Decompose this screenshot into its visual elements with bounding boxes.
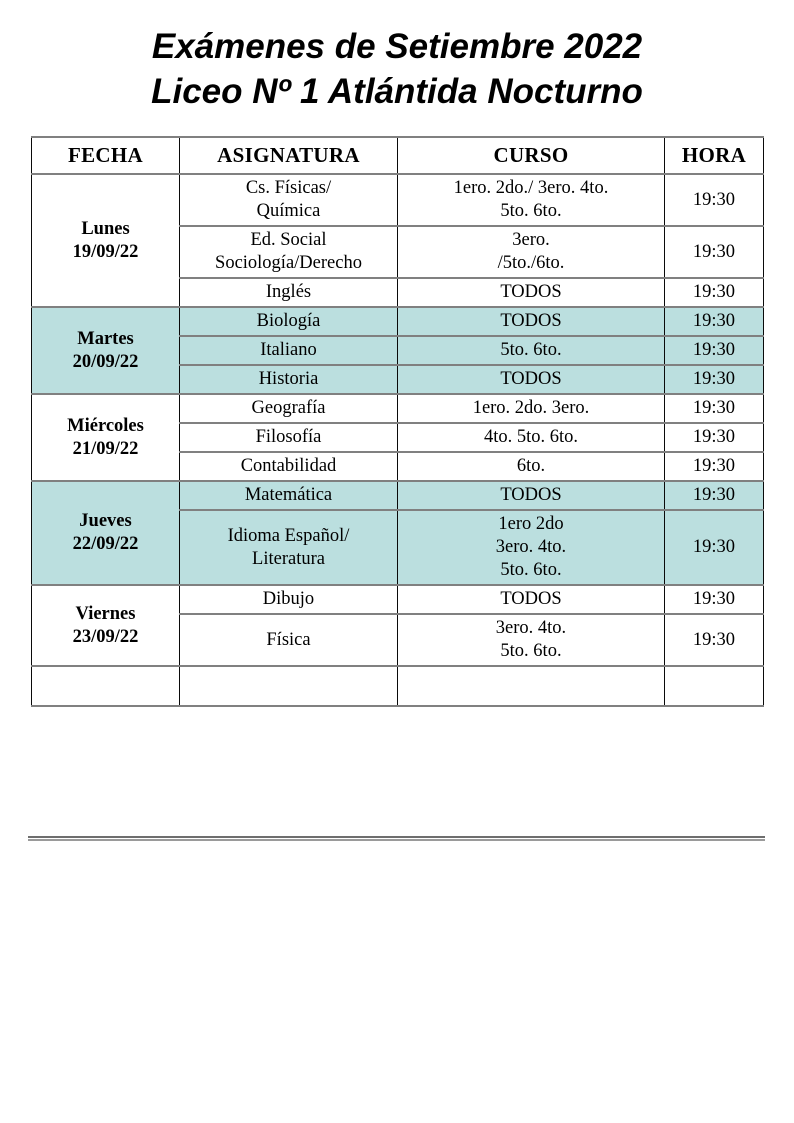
asignatura-cell-line: Biología bbox=[256, 311, 321, 331]
asignatura-cell bbox=[180, 226, 398, 278]
day-name: Martes bbox=[77, 328, 134, 349]
asignatura-cell-line: Sociología/Derecho bbox=[215, 253, 362, 273]
curso-cell bbox=[398, 307, 665, 336]
asignatura-cell-line: Filosofía bbox=[255, 427, 322, 447]
asignatura-cell-line: Italiano bbox=[260, 340, 317, 360]
day-date: 22/09/22 bbox=[72, 534, 139, 554]
table-header-row bbox=[32, 137, 764, 174]
asignatura-cell bbox=[180, 614, 398, 666]
asignatura-cell bbox=[180, 365, 398, 394]
hora-cell: 19:30 bbox=[665, 394, 764, 423]
curso-cell bbox=[398, 278, 665, 307]
asignatura-cell bbox=[180, 174, 398, 226]
curso-cell bbox=[398, 394, 665, 423]
table-row bbox=[32, 585, 764, 614]
day-date: 21/09/22 bbox=[72, 438, 139, 459]
curso-cell-line: TODOS bbox=[500, 589, 562, 609]
table-row bbox=[32, 307, 764, 336]
curso-cell-line: 3ero. 4to. bbox=[495, 537, 567, 557]
curso-cell-line: 6to. bbox=[516, 456, 546, 476]
curso-cell bbox=[398, 174, 665, 226]
asignatura-cell bbox=[180, 452, 398, 481]
asignatura-cell-line: Dibujo bbox=[262, 589, 315, 609]
asignatura-cell-line: Contabilidad bbox=[240, 456, 337, 476]
asignatura-cell bbox=[180, 394, 398, 423]
column-header-asignatura: ASIGNATURA bbox=[180, 137, 398, 174]
table-row bbox=[32, 174, 764, 226]
curso-cell-line: 5to. 6to. bbox=[500, 340, 562, 360]
asignatura-cell-line: Cs. Físicas/ bbox=[245, 178, 332, 198]
asignatura-cell-line: Ed. Social bbox=[250, 230, 327, 250]
day-name: Miércoles bbox=[67, 415, 144, 436]
curso-cell-line: /5to./6to. bbox=[497, 253, 565, 273]
bottom-divider bbox=[28, 836, 765, 842]
title-line-1: Exámenes de Setiembre 2022 bbox=[151, 27, 643, 66]
empty-fecha-cell bbox=[32, 666, 180, 706]
asignatura-cell bbox=[180, 481, 398, 510]
asignatura-cell-line: Inglés bbox=[265, 282, 312, 302]
curso-cell-line: 3ero. 4to. bbox=[495, 618, 567, 638]
curso-cell-line: 3ero. bbox=[512, 230, 550, 250]
day-name: Lunes bbox=[81, 218, 130, 239]
curso-cell bbox=[398, 226, 665, 278]
curso-cell-line: 5to. 6to. bbox=[500, 641, 562, 661]
column-header-fecha: FECHA bbox=[32, 137, 180, 174]
hora-cell: 19:30 bbox=[665, 585, 764, 614]
asignatura-cell-line: Literatura bbox=[252, 548, 325, 569]
curso-cell bbox=[398, 423, 665, 452]
table-row-empty bbox=[32, 666, 764, 706]
exam-schedule-table bbox=[31, 136, 764, 707]
hora-cell: 19:30 bbox=[665, 423, 764, 452]
exam-schedule-table-wrapper bbox=[31, 136, 763, 707]
curso-cell-line: TODOS bbox=[500, 485, 562, 505]
asignatura-cell-line: Matemática bbox=[244, 485, 333, 505]
fecha-cell bbox=[32, 174, 180, 307]
divider-line-lower bbox=[28, 839, 765, 841]
curso-cell-line: 1ero. 2do./ 3ero. 4to. bbox=[453, 178, 609, 198]
document-title bbox=[0, 0, 794, 114]
curso-cell-line: 5to. 6to. bbox=[500, 201, 562, 221]
fecha-cell bbox=[32, 481, 180, 585]
curso-cell-line: TODOS bbox=[500, 282, 562, 302]
table-row bbox=[32, 394, 764, 423]
hora-cell: 19:30 bbox=[665, 278, 764, 307]
asignatura-cell bbox=[180, 278, 398, 307]
day-date: 19/09/22 bbox=[72, 241, 139, 262]
hora-cell: 19:30 bbox=[665, 307, 764, 336]
curso-cell-line: 1ero 2do bbox=[498, 514, 564, 534]
empty-hora-cell bbox=[665, 666, 764, 706]
curso-cell bbox=[398, 336, 665, 365]
asignatura-cell-line: Geografía bbox=[251, 398, 326, 418]
divider-line-upper bbox=[28, 836, 765, 838]
curso-cell bbox=[398, 510, 665, 585]
asignatura-cell-line: Física bbox=[266, 629, 311, 650]
curso-cell bbox=[398, 614, 665, 666]
column-header-hora: HORA bbox=[665, 137, 764, 174]
fecha-cell bbox=[32, 394, 180, 481]
asignatura-cell-line: Idioma Español/ bbox=[227, 525, 350, 546]
asignatura-cell bbox=[180, 423, 398, 452]
asignatura-cell bbox=[180, 336, 398, 365]
hora-cell: 19:30 bbox=[665, 174, 764, 226]
curso-cell-line: TODOS bbox=[500, 369, 562, 389]
asignatura-cell bbox=[180, 307, 398, 336]
curso-cell-line: 4to. 5to. 6to. bbox=[483, 427, 579, 447]
day-name: Jueves bbox=[79, 511, 132, 531]
curso-cell bbox=[398, 365, 665, 394]
hora-cell: 19:30 bbox=[665, 614, 764, 666]
curso-cell-line: TODOS bbox=[500, 311, 562, 331]
curso-cell bbox=[398, 452, 665, 481]
curso-cell bbox=[398, 481, 665, 510]
fecha-cell bbox=[32, 307, 180, 394]
column-header-curso: CURSO bbox=[398, 137, 665, 174]
hora-cell: 19:30 bbox=[665, 226, 764, 278]
table-body bbox=[32, 174, 764, 706]
day-name: Viernes bbox=[75, 603, 136, 624]
curso-cell bbox=[398, 585, 665, 614]
asignatura-cell-line: Historia bbox=[258, 369, 319, 389]
table-header bbox=[32, 137, 764, 174]
hora-cell: 19:30 bbox=[665, 365, 764, 394]
curso-cell-line: 1ero. 2do. 3ero. bbox=[472, 398, 590, 418]
hora-cell: 19:30 bbox=[665, 510, 764, 585]
fecha-cell bbox=[32, 585, 180, 666]
curso-cell-line: 5to. 6to. bbox=[500, 560, 562, 580]
asignatura-cell bbox=[180, 510, 398, 585]
day-date: 20/09/22 bbox=[72, 351, 139, 372]
asignatura-cell bbox=[180, 585, 398, 614]
hora-cell: 19:30 bbox=[665, 452, 764, 481]
day-date: 23/09/22 bbox=[72, 626, 139, 647]
asignatura-cell-line: Química bbox=[256, 201, 321, 221]
title-line-2: Liceo Nº 1 Atlántida Nocturno bbox=[151, 72, 643, 111]
empty-curso-cell bbox=[398, 666, 665, 706]
hora-cell: 19:30 bbox=[665, 481, 764, 510]
hora-cell: 19:30 bbox=[665, 336, 764, 365]
empty-asignatura-cell bbox=[180, 666, 398, 706]
table-row bbox=[32, 481, 764, 510]
